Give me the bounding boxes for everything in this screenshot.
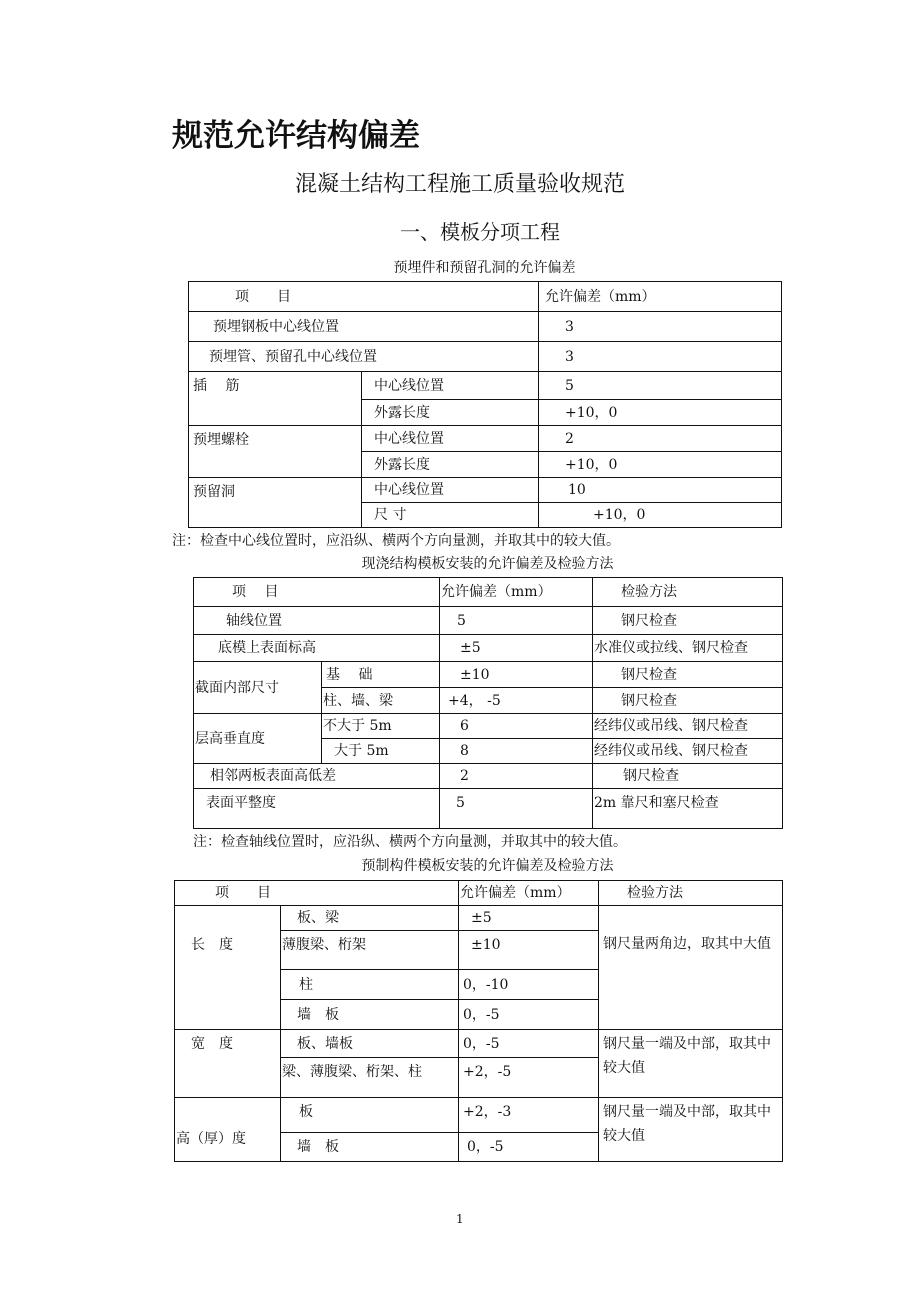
row-value: +2，-5 [459,1058,599,1098]
section-heading: 一、模板分项工程 [400,220,560,244]
row-value: 8 [440,739,593,764]
table-row [194,714,783,739]
table1-note: 注：检查中心线位置时，应沿纵、横两个方向量测，并取其中的较大值。 [172,533,620,549]
row-value: 6 [440,714,593,739]
row-value: 0，-5 [459,1030,599,1058]
row-value: +10，0 [539,400,782,426]
header-value: 允许偏差（mm） [459,881,599,906]
row-method: 钢尺量一端及中部，取其中较大值 [599,1098,783,1162]
table-row [189,478,782,503]
header-item: 项 目 [175,881,459,906]
row-item: 不大于 5m [322,714,440,739]
row-item: 板、梁 [281,906,459,931]
row-item: 中心线位置 [362,478,539,503]
row-value: ±10 [459,931,599,970]
row-item: 大于 5m [322,739,440,764]
table-row [189,372,782,400]
row-method: 2m 靠尺和塞尺检查 [593,789,783,829]
row-item: 中心线位置 [362,426,539,452]
row-method: 钢尺检查 [593,764,783,789]
table-row [194,789,783,829]
row-group: 预留洞 [189,478,362,528]
header-item: 项 目 [194,578,440,607]
table3-caption: 预制构件模板安装的允许偏差及检验方法 [361,858,614,874]
row-value: 0，-5 [459,1133,599,1162]
document-subtitle: 混凝土结构工程施工质量验收规范 [294,172,625,197]
row-item: 柱、墙、梁 [322,688,440,714]
table2-caption: 现浇结构模板安装的允许偏差及检验方法 [361,556,614,572]
table-row [194,635,783,662]
row-item: 底模上表面标高 [194,635,440,662]
row-method: 钢尺量一端及中部，取其中较大值 [599,1030,783,1098]
row-value: 3 [539,312,782,342]
row-value: 5 [539,372,782,400]
row-item: 薄腹梁、桁架 [281,931,459,970]
row-value: ±5 [440,635,593,662]
row-value: +2，-3 [459,1098,599,1133]
row-item: 中心线位置 [362,372,539,400]
row-group: 截面内部尺寸 [194,662,322,714]
row-item: 尺 寸 [362,503,539,528]
table-row [194,607,783,635]
row-value: 2 [440,764,593,789]
table2-note: 注：检查轴线位置时，应沿纵、横两个方向量测，并取其中的较大值。 [193,834,627,850]
row-item: 预埋管、预留孔中心线位置 [189,342,539,372]
row-item: 基 础 [322,662,440,688]
row-item: 外露长度 [362,452,539,478]
row-value: 5 [440,607,593,635]
table-row [175,1098,783,1133]
row-method: 经纬仪或吊线、钢尺检查 [593,739,783,764]
table-header-row [189,282,782,312]
table3-precast-formwork [174,880,783,1162]
row-item: 柱 [281,970,459,1000]
row-value: ±10 [440,662,593,688]
row-item: 梁、薄腹梁、桁架、柱 [281,1058,459,1098]
table1-embedded-parts [188,281,782,528]
header-value: 允许偏差（mm） [440,578,593,607]
header-item: 项 目 [189,282,539,312]
table-row [189,342,782,372]
table-row [189,426,782,452]
row-value: +10，0 [539,503,782,528]
row-value: 0，-10 [459,970,599,1000]
row-item: 板、墙板 [281,1030,459,1058]
row-group: 插 筋 [189,372,362,426]
header-value: 允许偏差（mm） [539,282,782,312]
row-value: 2 [539,426,782,452]
row-method: 钢尺检查 [593,662,783,688]
row-method: 钢尺量两角边，取其中大值 [599,906,783,1030]
row-value: 3 [539,342,782,372]
row-value: 5 [440,789,593,829]
row-group: 预埋螺栓 [189,426,362,478]
row-group: 层高垂直度 [194,714,322,764]
row-item: 外露长度 [362,400,539,426]
row-item: 轴线位置 [194,607,440,635]
row-item: 表面平整度 [194,789,440,829]
table2-cast-in-place-formwork [193,577,783,829]
row-value: ±5 [459,906,599,931]
row-item: 相邻两板表面高低差 [194,764,440,789]
row-value: 0，-5 [459,1000,599,1030]
table-header-row [194,578,783,607]
document-title: 规范允许结构偏差 [172,118,420,154]
row-group: 长 度 [175,906,281,1030]
table-row [194,662,783,688]
table-row [175,1030,783,1058]
row-group: 宽 度 [175,1030,281,1098]
row-method: 钢尺检查 [593,607,783,635]
row-item: 预埋钢板中心线位置 [189,312,539,342]
row-item: 墙 板 [281,1000,459,1030]
table-header-row [175,881,783,906]
row-item: 板 [281,1098,459,1133]
header-method: 检验方法 [593,578,783,607]
row-method: 水准仪或拉线、钢尺检查 [593,635,783,662]
row-value: +4， -5 [440,688,593,714]
table-row [194,764,783,789]
table1-caption: 预埋件和预留孔洞的允许偏差 [393,260,576,276]
row-value: 10 [539,478,782,503]
row-method: 经纬仪或吊线、钢尺检查 [593,714,783,739]
table-row [189,312,782,342]
row-method: 钢尺检查 [593,688,783,714]
row-item: 墙 板 [281,1133,459,1162]
row-group: 高（厚）度 [175,1098,281,1162]
page-number: 1 [456,1212,464,1226]
table-row [175,906,783,931]
row-value: +10，0 [539,452,782,478]
header-method: 检验方法 [599,881,783,906]
